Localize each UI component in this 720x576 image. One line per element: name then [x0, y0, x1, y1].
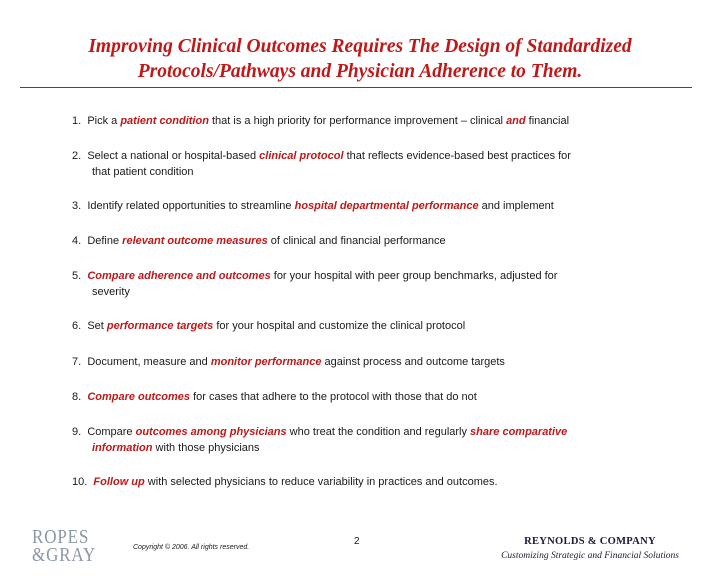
item-text: Pick a — [87, 115, 121, 127]
item-number: 9. — [72, 426, 82, 438]
item-highlight: outcomes among physicians — [135, 426, 287, 438]
item-number: 6. — [72, 320, 82, 332]
item-highlight: share comparative — [470, 426, 568, 438]
list-item — [72, 474, 672, 490]
title-divider — [20, 87, 692, 88]
item-highlight: Compare adherence and outcomes — [87, 270, 271, 282]
logo-line-2: &GRAY — [32, 544, 97, 566]
item-text: Compare — [87, 426, 136, 438]
logo-line-1: ROPES — [32, 526, 90, 548]
item-number: 4. — [72, 235, 82, 247]
item-text: Select a national or hospital-based — [87, 150, 260, 162]
item-highlight: monitor performance — [210, 356, 322, 368]
list-item — [72, 389, 672, 405]
item-highlight: Follow up — [93, 476, 145, 488]
item-text: with those physicians — [152, 442, 260, 454]
item-text: that is a high priority for performance improvement – clinical — [208, 115, 507, 127]
item-highlight: and — [506, 115, 526, 127]
copyright-notice: Copyright © 2006. All rights reserved. — [133, 544, 250, 551]
list-item — [72, 424, 672, 456]
item-text: with selected physicians to reduce variability in practices and outcomes. — [144, 476, 498, 488]
company-tagline: Customizing Strategic and Financial Solutions — [501, 551, 679, 561]
item-highlight: clinical protocol — [259, 150, 344, 162]
company-brand — [470, 536, 710, 561]
item-highlight: patient condition — [120, 115, 209, 127]
item-number: 8. — [72, 391, 82, 403]
item-text: for cases that adhere to the protocol with those that do not — [190, 391, 477, 403]
list-item — [72, 148, 672, 180]
list-item — [72, 233, 672, 249]
item-text: financial — [525, 115, 570, 127]
item-continuation: that patient condition — [92, 166, 194, 178]
item-continuation — [72, 440, 672, 456]
item-text: of clinical and financial performance — [267, 235, 446, 247]
list-item — [72, 268, 672, 300]
item-highlight: information — [92, 442, 153, 454]
title-line-2: Protocols/Pathways and Physician Adherence to Them. — [137, 61, 583, 82]
item-text: Document, measure and — [87, 356, 211, 368]
item-text: for your hospital with peer group benchmarks, adjusted for — [270, 270, 558, 282]
item-text: Set — [87, 320, 107, 332]
item-highlight: Compare outcomes — [87, 391, 191, 403]
company-name: REYNOLDS & COMPANY — [524, 536, 656, 547]
list-item — [72, 318, 672, 334]
item-text: that reflects evidence-based best practices for — [343, 150, 571, 162]
item-number: 3. — [72, 200, 82, 212]
list-item — [72, 354, 672, 370]
item-number: 1. — [72, 115, 82, 127]
item-text: Define — [87, 235, 123, 247]
item-continuation: severity — [92, 286, 130, 298]
list-item — [72, 113, 672, 129]
title-line-1: Improving Clinical Outcomes Requires The Design of Standardized — [88, 36, 632, 57]
item-text: for your hospital and customize the clinical protocol — [213, 320, 466, 332]
item-text: against process and outcome targets — [321, 356, 505, 368]
item-number: 10. — [72, 476, 88, 488]
page-number: 2 — [354, 536, 360, 547]
item-highlight: performance targets — [106, 320, 214, 332]
item-number: 2. — [72, 150, 82, 162]
item-highlight: hospital departmental performance — [294, 200, 479, 212]
item-text: Identify related opportunities to streamline — [87, 200, 295, 212]
item-number: 5. — [72, 270, 82, 282]
item-highlight: relevant outcome measures — [122, 235, 268, 247]
item-text: and implement — [478, 200, 554, 212]
item-text: who treat the condition and regularly — [286, 426, 471, 438]
slide-title — [20, 34, 700, 84]
list-item — [72, 198, 672, 214]
ropes-gray-logo — [32, 526, 97, 566]
item-number: 7. — [72, 356, 82, 368]
